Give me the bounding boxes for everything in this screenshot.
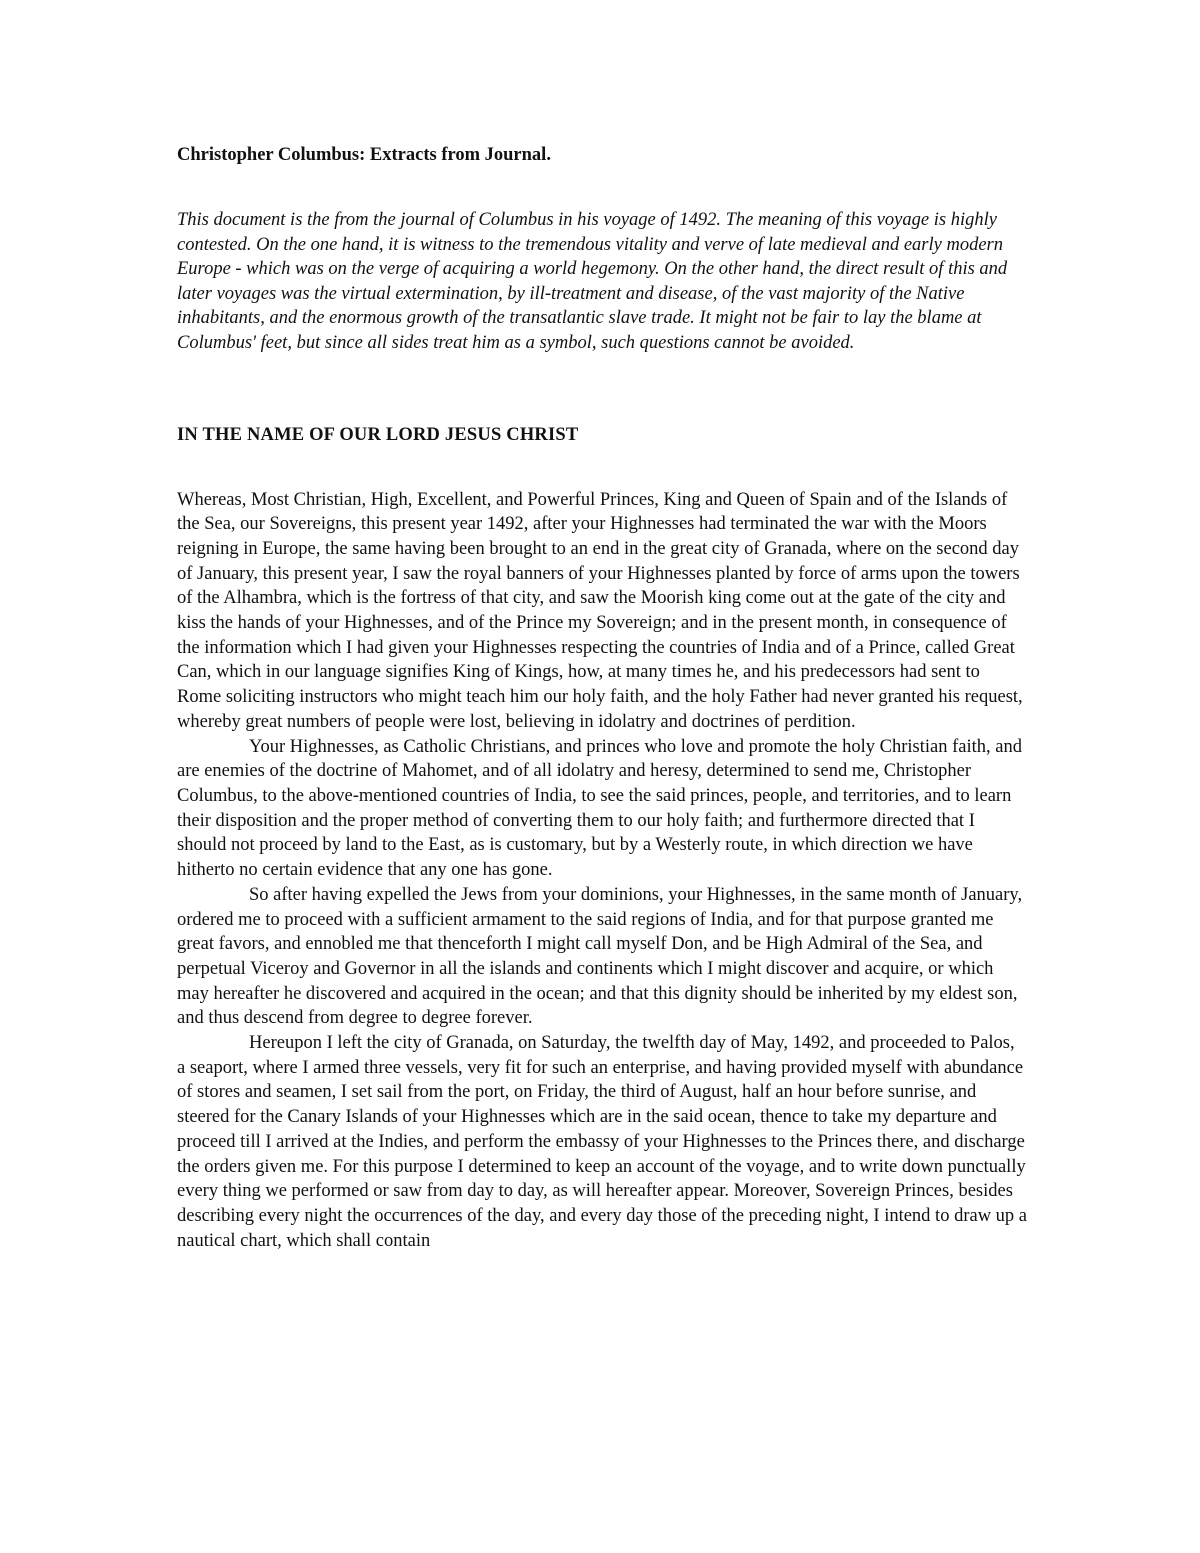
journal-body <box>177 488 1027 1254</box>
journal-paragraph: So after having expelled the Jews from your dominions, your Highnesses, in the same month of January, ordered me to proceed with a sufficient armament to the said regions of India, and for that purpose granted me great favors, and ennobled me that thenceforth I might call myself Don, and be High Admiral of the Sea, and perpetual Viceroy and Governor in all the islands and continents which I might discover and acquire, or which may hereafter he discovered and acquired in the ocean; and that this dignity should be inherited by my eldest son, and thus descend from degree to degree forever. <box>177 884 1023 1029</box>
document-title: Christopher Columbus: Extracts from Journal. <box>177 145 551 165</box>
journal-paragraph: Whereas, Most Christian, High, Excellent, and Powerful Princes, King and Queen of Spain and of the Islands of the Sea, our Sovereigns, this present year 1492, after your Highnesses had terminated the war with the Moors reigning in Europe, the same having been brought to an end in the great city of Granada, where on the second day of January, this present year, I saw the royal banners of your Highnesses planted by force of arms upon the towers of the Alhambra, which is the fortress of that city, and saw the Moorish king come out at the gate of the city and kiss the hands of your Highnesses, and of the Prince my Sovereign; and in the present month, in consequence of the information which I had given your Highnesses respecting the countries of India and of a Prince, called Great Can, which in our language signifies King of Kings, how, at many times he, and his predecessors had sent to Rome soliciting instructors who might teach him our holy faith, and the holy Father had never granted his request, whereby great numbers of people were lost, believing in idolatry and doctrines of perdition. <box>177 489 1023 732</box>
journal-paragraph: Your Highnesses, as Catholic Christians, and princes who love and promote the holy Christian faith, and are enemies of the doctrine of Mahomet, and of all idolatry and heresy, determined to send me, Christopher Columbus, to the above-mentioned countries of India, to see the said princes, people, and territories, and to learn their disposition and the proper method of converting them to our holy faith; and furthermore directed that I should not proceed by land to the East, as is customary, but by a Westerly route, in which direction we have hitherto no certain evidence that any one has gone. <box>177 736 1022 881</box>
section-heading: IN THE NAME OF OUR LORD JESUS CHRIST <box>177 424 579 445</box>
document-page <box>177 140 1027 1253</box>
journal-paragraph: Hereupon I left the city of Granada, on Saturday, the twelfth day of May, 1492, and proceeded to Palos, a seaport, where I armed three vessels, very fit for such an enterprise, and having provided myself with abundance of stores and seamen, I set sail from the port, on Friday, the third of August, half an hour before sunrise, and steered for the Canary Islands of your Highnesses which are in the said ocean, thence to take my departure and proceed till I arrived at the Indies, and perform the embassy of your Highnesses to the Princes there, and discharge the orders given me. For this purpose I determined to keep an account of the voyage, and to write down punctually every thing we performed or saw from day to day, as will hereafter appear. Moreover, Sovereign Princes, besides describing every night the occurrences of the day, and every day those of the preceding night, I intend to draw up a nautical chart, which shall contain <box>177 1033 1028 1251</box>
intro-paragraph: This document is the from the journal of Columbus in his voyage of 1492. The meaning of this voyage is highly contested. On the one hand, it is witness to the tremendous vitality and verve of late medieval and early modern Europe - which was on the verge of acquiring a world hegemony. On the other hand, the direct result of this and later voyages was the virtual extermination, by ill-treatment and disease, of the vast majority of the Native inhabitants, and the enormous growth of the transatlantic slave trade. It might not be fair to lay the blame at Columbus' feet, but since all sides treat him as a symbol, such questions cannot be avoided. <box>177 210 1008 353</box>
